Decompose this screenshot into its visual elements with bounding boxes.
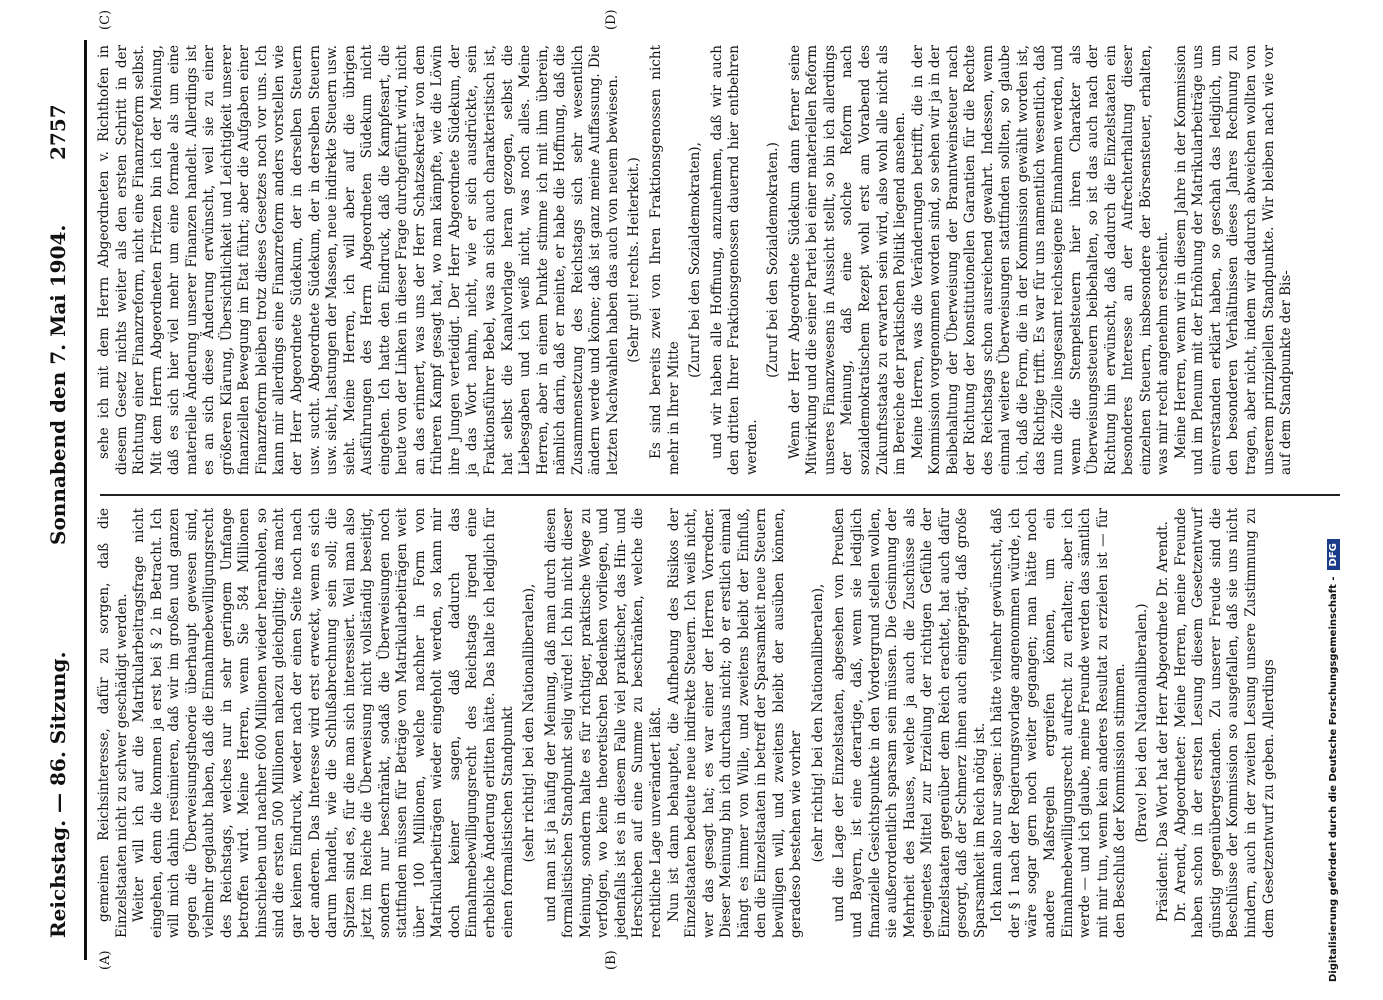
- right-text-column: [96, 45, 1296, 475]
- paragraph: Meine Herren, wenn wir in diesem Jahre in der Kommission und im Plenum mit der Erhöhung der Matrikularbeiträge uns einverstanden erklärt haben, so geschah das lediglich, um den besonderen Verhältnissen dieses Jahres Rechnung zu tragen, aber nicht, indem wir dadurch abweichen wollten von unserem prinzipiellen Standpunkte. Wir bleiben nach wie vor auf dem Standpunkte der Bis-: [1172, 45, 1295, 475]
- margin-marker-a: (A): [98, 950, 113, 970]
- paragraph: sehe ich mit dem Herrn Abgeordneten v. Richthofen in diesem Gesetz nichts weiter als den ersten Schritt in der Richtung einer Finanzreform, nicht eine Finanzreform selbst. Mit dem Herrn Abgeordneten Fritzen bin ich der Meinung, daß es sich hier viel mehr um eine formale als um eine materielle Änderung unserer Finanzen handelt. Allerdings ist es an sich diese Änderung erwünscht, weil sie zu einer größeren Klärung, Übersichtlichkeit und Leichtigkeit unserer finanziellen Bewegung im Etat führt; aber die Aufgaben einer Finanzreform bleiben trotz dieses Gesetzes noch vor uns. Ich kann mir allerdings eine Finanzreform anders vorstellen wie der Herr Abgeordnete Südekum, der in derselben Steuern usw. sucht. Abgeordnete Südekum, der in derselben Steuern usw. sieht, lastungen der Massen, neue indirekte Steuern usw. sieht. Meine Herren, ich will aber auf die übrigen Ausführungen des Herrn Abgeordneten Südekum nicht eingehen. Ich hatte den Eindruck, daß die Kampfesart, die heute von der Linken in dieser Frage durchgeführt wird, nicht an das erinnert, was uns der Herr Schatzsekretär von dem früheren Kampf gesagt hat, wo man kämpfte, wie die Löwin ihre Jungen verteidigt. Der Herr Abgeordnete Südekum, der ja das Wort nahm, nicht, wie er sich ausdrückte, sein Fraktionsführer Bebel, was an sich auch charakteristisch ist, hat selbst die Kanalvorlage heran gezogen, selbst die Liebesgaben und ich weiß nicht, was noch alles. Meine Herren, aber in einem Punkte stimme ich mit ihm überein, nämlich darin, daß er meinte, er habe die Hoffnung, daß die Zusammensetzung des Reichstags sich sehr wesentlich ändern werde und könne; daß ist ganz meine Auffassung. Die letzten Nachwahlen haben das auch von neuem bewiesen.: [96, 45, 621, 475]
- paragraph: und man ist ja häufig der Meinung, daß man durch diesen formalistischen Standpunkt selig würde! Ich bin nicht dieser Meinung, sondern halte es für richtiger, praktische Wege zu verfolgen, wo keine theoretischen Bedenken vorliegen, und jedenfalls ist es in diesem Falle viel praktischer, das Hin- und Herschieben auf eine Summe zu beschränken, welche die rechtliche Lage unverändert läßt.: [542, 508, 664, 938]
- margin-marker-d: (D): [604, 9, 619, 30]
- margin-marker-c: (C): [98, 9, 113, 30]
- paragraph: Weiter will ich auf die Matrikularbeitragsfrage nicht eingehen, denn die kommen ja erst bei § 2 in Betracht. Ich will mich dahin resümieren, daß wir im großen und ganzen gegen die Überweisungstheorie überhaupt gewesen sind, vielmehr geglaubt haben, daß die Einnahmebewilligungsrecht des Reichstags, welches nur in sehr geringem Umfange betroffen wird. Meine Herren, wenn Sie 584 Millionen hinschieben und nachher 600 Millionen wieder heranholen, so sind die ersten 500 Millionen nahezu gleichgiltig; das macht gar keinen Eindruck, weder nach der einen Seite noch nach der anderen. Das Interesse wird erst erweckt, wenn es sich darum handelt, wie die Schlußabrechnung sein soll; die Spitzen sind es, für die man sich interessiert. Weil man also jetzt im Reiche die Überweisung nicht vollständig beseitigt, sondern nur beschränkt, sodaß die Überweisungen noch stattfinden müssen für Beträge von Matrikularbeiträgen weit über 100 Millionen, welche nachher in Form von Matrikularbeiträgen wieder eingeholt werden, so kann mir doch keiner sagen, daß dadurch das Einnahmebewilligungsrecht des Reichstags irgend eine erhebliche Änderung erlitten hätte. Das halte ich lediglich für einen formalistischen Standpunkt: [131, 508, 516, 938]
- paragraph: Es sind bereits zwei von Ihren Fraktionsgenossen nicht mehr in Ihrer Mitte: [647, 45, 682, 475]
- interjection: (Bravo! bei den Nationalliberalen.): [1133, 603, 1150, 843]
- header-session: Reichstag. — 86. Sitzung.: [46, 651, 70, 938]
- credit-text: Digitalisierung gefördert durch die Deutsche Forschungsgemeinschaft -: [1327, 576, 1339, 982]
- paragraph: Präsident: Das Wort hat der Herr Abgeordnete Dr. Arendt.: [1155, 521, 1172, 922]
- paragraph: und wir haben alle Hoffnung, anzunehmen, daß wir auch den dritten Ihrer Fraktionsgenossen dauernd hier entbehren werden.: [708, 45, 760, 475]
- paragraph: Nun ist dann behauptet, die Aufhebung des Risikos der Einzelstaaten bedeute neue indirekte Steuern. Ich weiß nicht, wer das gesagt hat; es war einer der Herren Vorredner. Dieser Meinung bin ich durchaus nicht; ob er erstlich einmal hängt es immer von Wille, und zweitens bleibt der Einfluß, den die Einzelstaaten in betreff der Sparsamkeit neue Steuern bewilligen will, und zweitens bleibt der ausüben können, geradeso bestehen wie vorher: [665, 508, 805, 938]
- header-rule: [84, 40, 87, 960]
- paragraph: Ich kann also nur sagen: ich hätte vielmehr gewünscht, daß der § 1 nach der Regierungsvorlage angenommen würde, ich wäre sogar gern noch weiter gegangen; man hätte noch andere Maßregeln ergreifen können, um ein Einnahmebewilligungsrecht aufrecht zu erhalten; aber ich werde — und ich glaube, meine Freunde werden das sämtlich mit mir tun, wenn kein anderes Resultat zu erzielen ist — für den Beschluß der Kommission stimmen.: [989, 508, 1129, 938]
- paragraph: gemeinen Reichsinteresse, dafür zu sorgen, daß die Einzelstaaten nicht zu schwer geschädigt werden.: [96, 508, 130, 938]
- header-date: Sonnabend den 7. Mai 1904.: [46, 224, 70, 545]
- paragraph: Meine Herren, was die Veränderungen betrifft, die in der Kommission vorgenommen worden sind, so sehen wir ja in der Beibehaltung der Überweisung der Branntweinsteuer nach der Richtung der konstitutionellen Garantien für die Rechte des Reichstags schon ausreichend gewahrt. Indessen, wenn einmal weitere Überweisungen stattfinden sollten, so glaube ich, daß die Form, die in der Kommission gewählt worden ist, das Richtige trifft. Es war für uns namentlich wesentlich, daß nun die Zölle insgesamt reichseigene Einnahmen werden, und wenn die Stempelsteuern hier ihren Charakter als Überweisungssteuern beibehalten, so ist das auch nach der Richtung hin erwünscht, daß dadurch die Einzelstaaten ein besonderes Interesse an der Aufrechterhaltung dieser einzelnen Steuern, insbesondere der Börsensteuer, erhalten, was mir recht angenehm erscheint.: [909, 45, 1172, 475]
- page-number: 2757: [46, 104, 70, 160]
- paragraph: Wenn der Herr Abgeordnete Südekum dann ferner seine Mitwirkung und die seiner Partei bei einer materiellen Reform unseres Finanzwesens in Aussicht stellt, so bin ich allerdings der Meinung, daß eine solche Reform nach sozialdemokratischem Rezept wohl erst am Vorabend des Zukunftsstaats zu erwarten sein wird, also wohl alle nicht als im Bereiche der praktischen Politik liegend ansehen.: [786, 45, 909, 475]
- dfg-logo: DFG: [1327, 539, 1340, 570]
- interjection: (sehr richtig! bei den Nationalliberalen),: [809, 583, 826, 863]
- paragraph: Dr. Arendt, Abgeordneter: Meine Herren, meine Freunde haben schon in der ersten Lesung diesem Gesetzentwurf günstig gegenübergestanden. Zu unserer Freude sind die Beschlüsse der Kommission so ausgefallen, daß sie uns nicht hindern, auch in der zweiten Lesung unsere Zustimmung zu dem Gesetzentwurf zu geben. Allerdings: [1172, 508, 1277, 938]
- interjection: (Zuruf bei den Sozialdemokraten),: [687, 142, 704, 378]
- digitization-credit: [1318, 0, 1348, 1000]
- paragraph: und die Lage der Einzelstaaten, abgesehen von Preußen und Bayern, ist eine derartige, daß, wenn sie lediglich finanzielle Gesichtspunkte in den Vordergrund stellen wollen, sie außerordentlich sparsam sein müssen. Die Gesinnung der Mehrheit des Hauses, welche ja auch die Zuschüsse als geeignetes Mittel zur Erzielung der richtigen Gefühle der Einzelstaaten gegenüber dem Reich erachtet, hat auch dafür gesorgt, daß der Schmerz ihnen auch eingeprägt, daß große Sparsamkeit im Reich nötig ist.: [831, 508, 988, 938]
- column-divider: [100, 494, 1340, 496]
- interjection: (Zuruf bei den Sozialdemokraten.): [765, 142, 782, 378]
- interjection: (sehr richtig! bei den Nationalliberalen),: [521, 583, 538, 863]
- interjection: (Sehr gut! rechts. Heiterkeit.): [626, 157, 643, 363]
- left-text-column: [96, 508, 1278, 938]
- margin-marker-b: (B): [604, 950, 619, 970]
